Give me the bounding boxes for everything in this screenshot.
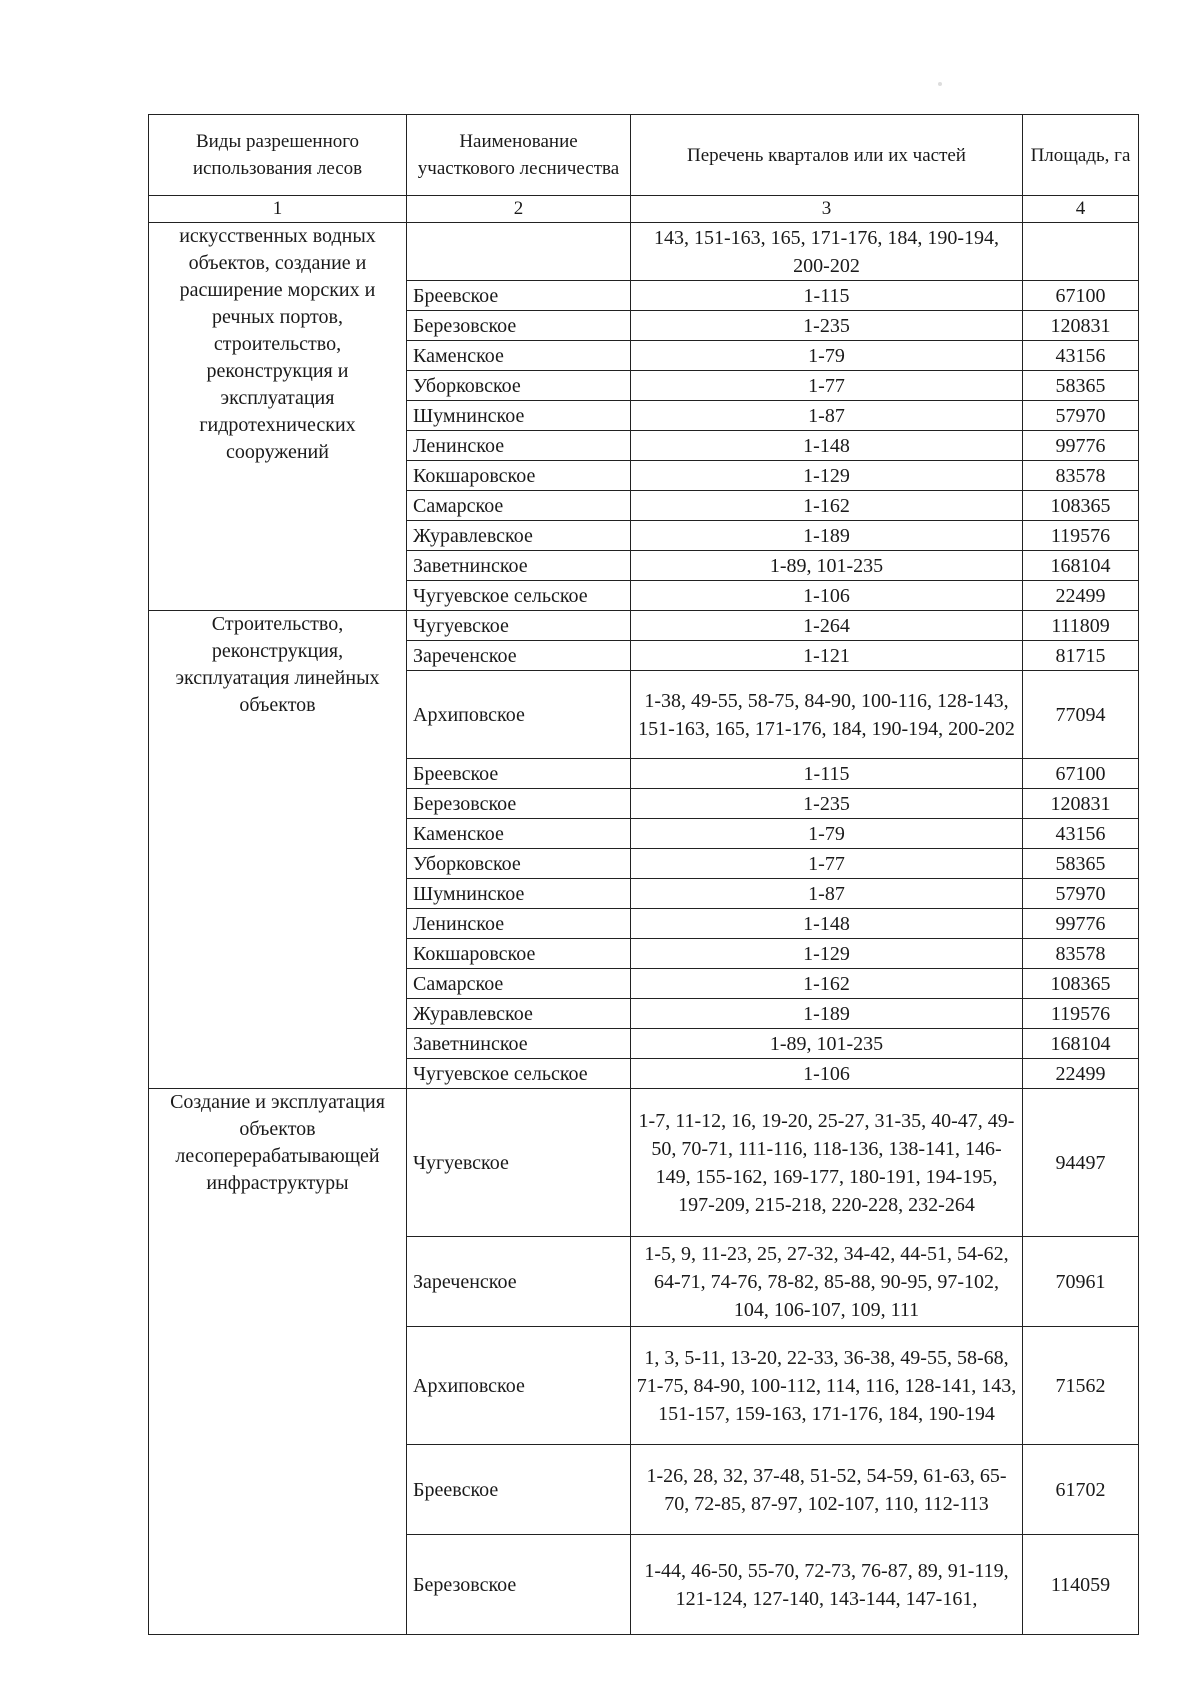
area-cell [1023,223,1139,281]
quarters-cell: 1-87 [631,879,1023,909]
quarters-cell: 1-162 [631,969,1023,999]
area-cell: 83578 [1023,461,1139,491]
area-cell: 119576 [1023,999,1139,1029]
forestry-name-cell: Каменское [407,341,631,371]
quarters-cell: 1-189 [631,521,1023,551]
area-cell: 120831 [1023,789,1139,819]
area-cell: 168104 [1023,551,1139,581]
forestry-name-cell: Журавлевское [407,999,631,1029]
forestry-name-cell: Бреевское [407,759,631,789]
forestry-name-cell: Каменское [407,819,631,849]
column-number: 4 [1023,196,1139,223]
area-cell: 168104 [1023,1029,1139,1059]
area-cell: 99776 [1023,431,1139,461]
area-cell: 57970 [1023,879,1139,909]
quarters-cell: 1-121 [631,641,1023,671]
area-cell: 67100 [1023,759,1139,789]
forestry-name-cell: Шумнинское [407,401,631,431]
quarters-cell: 1-89, 101-235 [631,1029,1023,1059]
quarters-cell: 1-235 [631,789,1023,819]
forestry-name-cell [407,223,631,281]
forestry-name-cell: Бреевское [407,281,631,311]
quarters-cell: 1-129 [631,461,1023,491]
area-cell: 22499 [1023,581,1139,611]
forestry-name-cell: Березовское [407,311,631,341]
quarters-cell: 1-26, 28, 32, 37-48, 51-52, 54-59, 61-63, 65-70, 72-85, 87-97, 102-107, 110, 112-113 [631,1445,1023,1535]
header-forestry-name: Наименование участкового лесничества [407,115,631,196]
quarters-cell: 1-129 [631,939,1023,969]
area-cell: 58365 [1023,849,1139,879]
forestry-name-cell: Архиповское [407,671,631,759]
area-cell: 22499 [1023,1059,1139,1089]
forestry-name-cell: Ленинское [407,431,631,461]
use-type-cell: искусственных водных объектов, создание и расширение морских и речных портов, строительство, реконструкция и эксплуатация гидротехнических сооружений [149,223,407,611]
area-cell: 61702 [1023,1445,1139,1535]
quarters-cell: 1-79 [631,341,1023,371]
quarters-cell: 1-148 [631,431,1023,461]
forestry-name-cell: Архиповское [407,1327,631,1445]
quarters-cell: 1-38, 49-55, 58-75, 84-90, 100-116, 128-143, 151-163, 165, 171-176, 184, 190-194, 200-202 [631,671,1023,759]
quarters-cell: 1-264 [631,611,1023,641]
forestry-name-cell: Заветнинское [407,551,631,581]
forest-use-table [148,114,1139,1635]
quarters-cell: 1-115 [631,759,1023,789]
use-type-cell: Создание и эксплуатация объектов лесоперерабатывающей инфраструктуры [149,1089,407,1635]
area-cell: 57970 [1023,401,1139,431]
column-number: 1 [149,196,407,223]
quarters-cell: 1-79 [631,819,1023,849]
table-row [149,1089,1139,1237]
area-cell: 111809 [1023,611,1139,641]
area-cell: 43156 [1023,341,1139,371]
quarters-cell: 1-162 [631,491,1023,521]
forestry-name-cell: Заветнинское [407,1029,631,1059]
header-quarters-list: Перечень кварталов или их частей [631,115,1023,196]
quarters-cell: 1-148 [631,909,1023,939]
quarters-cell: 143, 151-163, 165, 171-176, 184, 190-194, 200-202 [631,223,1023,281]
area-cell: 81715 [1023,641,1139,671]
forestry-name-cell: Шумнинское [407,879,631,909]
area-cell: 77094 [1023,671,1139,759]
column-number-row [149,196,1139,223]
quarters-cell [631,1535,1023,1635]
header-row [149,115,1139,196]
quarters-cell: 1-87 [631,401,1023,431]
area-cell: 99776 [1023,909,1139,939]
area-cell: 120831 [1023,311,1139,341]
forestry-name-cell: Кокшаровское [407,939,631,969]
forestry-name-cell: Бреевское [407,1445,631,1535]
forestry-name-cell: Журавлевское [407,521,631,551]
quarters-text: 1-44, 46-50, 55-70, 72-73, 76-87, 89, 91-119, [644,1559,1009,1582]
area-cell: 94497 [1023,1089,1139,1237]
forestry-name-cell: Чугуевское сельское [407,1059,631,1089]
area-cell: 83578 [1023,939,1139,969]
forestry-name-cell: Чугуевское [407,1089,631,1237]
area-cell: 119576 [1023,521,1139,551]
quarters-cell: 1-5, 9, 11-23, 25, 27-32, 34-42, 44-51, 54-62, 64-71, 74-76, 78-82, 85-88, 90-95, 97-102, 104, 106-107, 109, 111 [631,1237,1023,1327]
area-cell: 71562 [1023,1327,1139,1445]
forestry-name-cell: Уборковское [407,849,631,879]
quarters-cell: 1-77 [631,849,1023,879]
forestry-name-cell: Чугуевское [407,611,631,641]
area-cell: 108365 [1023,491,1139,521]
area-cell: 43156 [1023,819,1139,849]
area-cell: 67100 [1023,281,1139,311]
area-cell: 114059 [1023,1535,1139,1635]
forestry-name-cell: Зареченское [407,1237,631,1327]
quarters-cell: 1-7, 11-12, 16, 19-20, 25-27, 31-35, 40-47, 49-50, 70-71, 111-116, 118-136, 138-141, 146-149, 155-162, 169-177, 180-191, 194-195, 197-209, 215-218, 220-228, 232-264 [631,1089,1023,1237]
forestry-name-cell: Зареченское [407,641,631,671]
quarters-cell: 1-235 [631,311,1023,341]
forestry-name-cell: Уборковское [407,371,631,401]
forestry-name-cell: Самарское [407,969,631,999]
column-number: 2 [407,196,631,223]
quarters-text-continued: 121-124, 127-140, 143-144, 147-161, [675,1587,978,1610]
header-area: Площадь, га [1023,115,1139,196]
area-cell: 70961 [1023,1237,1139,1327]
scan-speck [938,82,942,86]
quarters-cell: 1-77 [631,371,1023,401]
quarters-cell: 1, 3, 5-11, 13-20, 22-33, 36-38, 49-55, 58-68, 71-75, 84-90, 100-112, 114, 116, 128-141, 143, 151-157, 159-163, 171-176, 184, 190-194 [631,1327,1023,1445]
column-number: 3 [631,196,1023,223]
forestry-name-cell: Чугуевское сельское [407,581,631,611]
quarters-cell: 1-106 [631,1059,1023,1089]
forestry-name-cell: Березовское [407,789,631,819]
header-use-types: Виды разрешенного использования лесов [149,115,407,196]
forestry-name-cell: Березовское [407,1535,631,1635]
quarters-cell: 1-89, 101-235 [631,551,1023,581]
forestry-name-cell: Ленинское [407,909,631,939]
quarters-cell: 1-106 [631,581,1023,611]
table-row [149,611,1139,641]
area-cell: 108365 [1023,969,1139,999]
forestry-name-cell: Кокшаровское [407,461,631,491]
area-cell: 58365 [1023,371,1139,401]
forestry-name-cell: Самарское [407,491,631,521]
quarters-cell: 1-115 [631,281,1023,311]
quarters-cell: 1-189 [631,999,1023,1029]
table-row [149,223,1139,281]
use-type-cell: Строительство, реконструкция, эксплуатация линейных объектов [149,611,407,1089]
